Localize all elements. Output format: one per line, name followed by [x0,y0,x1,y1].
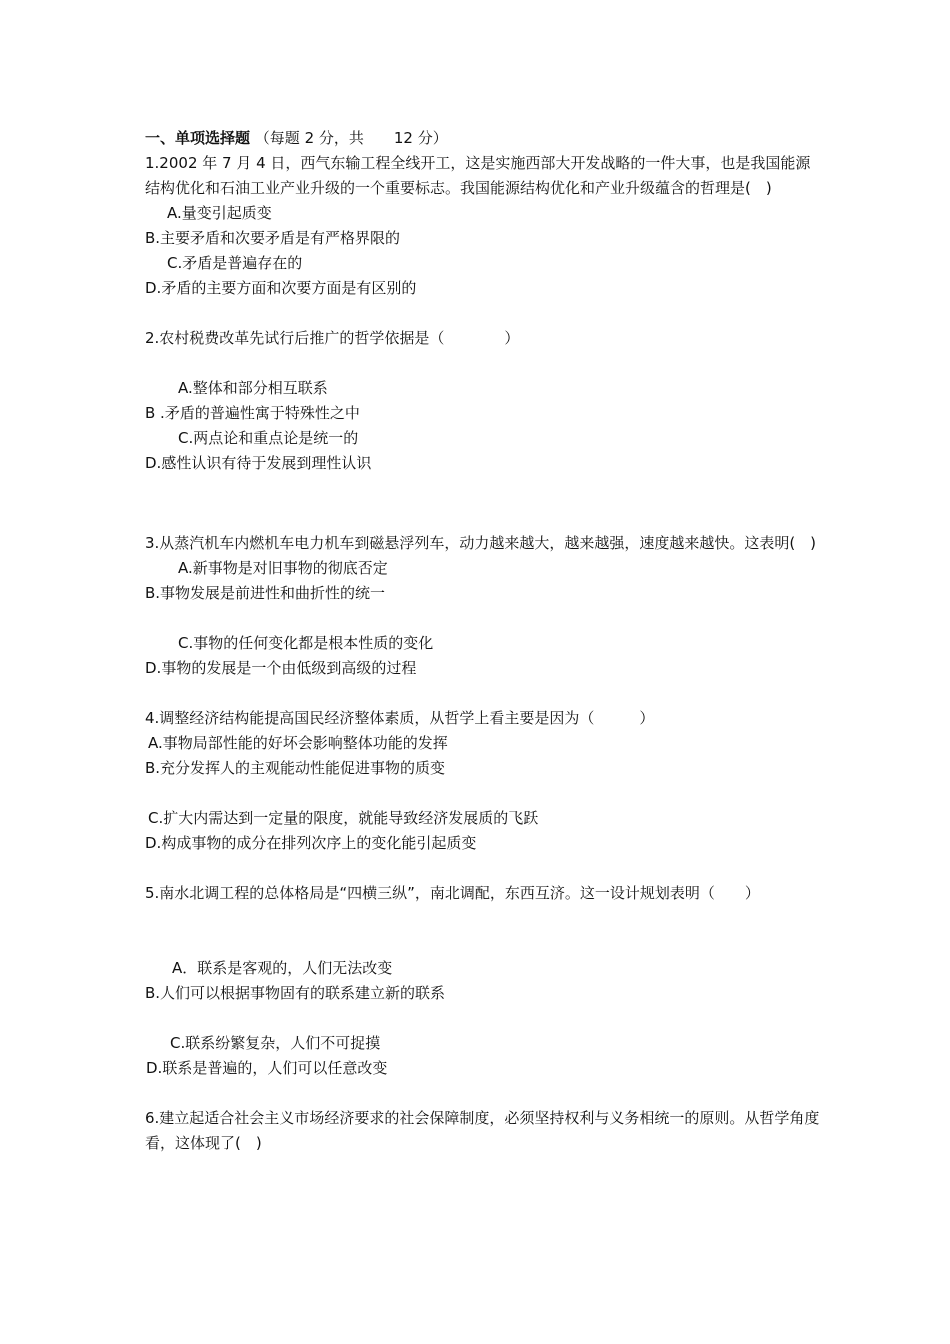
question-1-option-c: C.矛盾是普遍存在的 [167,254,303,272]
question-2-option-c: C.两点论和重点论是统一的 [178,429,359,447]
question-3-option-c: C.事物的任何变化都是根本性质的变化 [178,634,434,652]
question-4-option-a: A.事物局部性能的好坏会影响整体功能的发挥 [148,734,448,752]
question-5-stem: 5.南水北调工程的总体格局是“四横三纵”，南北调配，东西互济。这一设计规划表明（ ） [145,884,760,902]
question-5-option-d: D.联系是普遍的，人们可以任意改变 [146,1059,388,1077]
question-5-option-b: B.人们可以根据事物固有的联系建立新的联系 [145,984,446,1002]
question-1-option-b: B.主要矛盾和次要矛盾是有严格界限的 [145,229,401,247]
question-4-stem: 4.调整经济结构能提高国民经济整体素质，从哲学上看主要是因为（ ） [145,709,655,727]
question-3-option-d: D.事物的发展是一个由低级到高级的过程 [145,659,417,677]
question-2-option-a: A.整体和部分相互联系 [178,379,328,397]
spacer [145,301,825,326]
spacer [145,681,825,706]
spacer [145,1006,825,1031]
question-3-option-a: A.新事物是对旧事物的彻底否定 [178,559,388,577]
section-title: 一、单项选择题 [145,129,251,147]
question-3-stem: 3.从蒸汽机车内燃机车电力机车到磁悬浮列车，动力越来越大，越来越强，速度越来越快。这表明( ) [145,534,817,552]
section-scoring: （每题 2 分，共 12 分） [254,129,448,147]
spacer [145,476,825,531]
question-4-option-b: B.充分发挥人的主观能动性能促进事物的质变 [145,759,446,777]
question-2-stem: 2.农村税费改革先试行后推广的哲学依据是（ ） [145,329,520,347]
question-5-option-a: A．联系是客观的，人们无法改变 [172,959,393,977]
question-5-option-c: C.联系纷繁复杂，人们不可捉摸 [170,1034,381,1052]
question-3-option-b: B.事物发展是前进性和曲折性的统一 [145,584,386,602]
spacer [145,856,825,881]
question-1-option-a: A.量变引起质变 [167,204,272,222]
spacer [145,906,825,956]
question-1-option-d: D.矛盾的主要方面和次要方面是有区别的 [145,279,417,297]
exam-page [145,126,825,1156]
spacer [145,606,825,631]
question-4-option-c: C.扩大内需达到一定量的限度，就能导致经济发展质的飞跃 [148,809,539,827]
spacer [145,1081,825,1106]
question-6-stem: 6.建立起适合社会主义市场经济要求的社会保障制度，必须坚持权利与义务相统一的原则。从哲学角度看，这体现了( ) [145,1109,820,1152]
question-2-option-b: B .矛盾的普遍性寓于特殊性之中 [145,404,360,422]
question-4-option-d: D.构成事物的成分在排列次序上的变化能引起质变 [145,834,477,852]
spacer [145,351,825,376]
spacer [145,781,825,806]
question-2-option-d: D.感性认识有待于发展到理性认识 [145,454,372,472]
section-heading [145,126,825,151]
question-1-stem: 1.2002 年 7 月 4 日，西气东输工程全线开工，这是实施西部大开发战略的一件大事，也是我国能源结构优化和石油工业产业升级的一个重要标志。我国能源结构优化和产业升级蕴含的哲理是( ) [145,154,811,197]
